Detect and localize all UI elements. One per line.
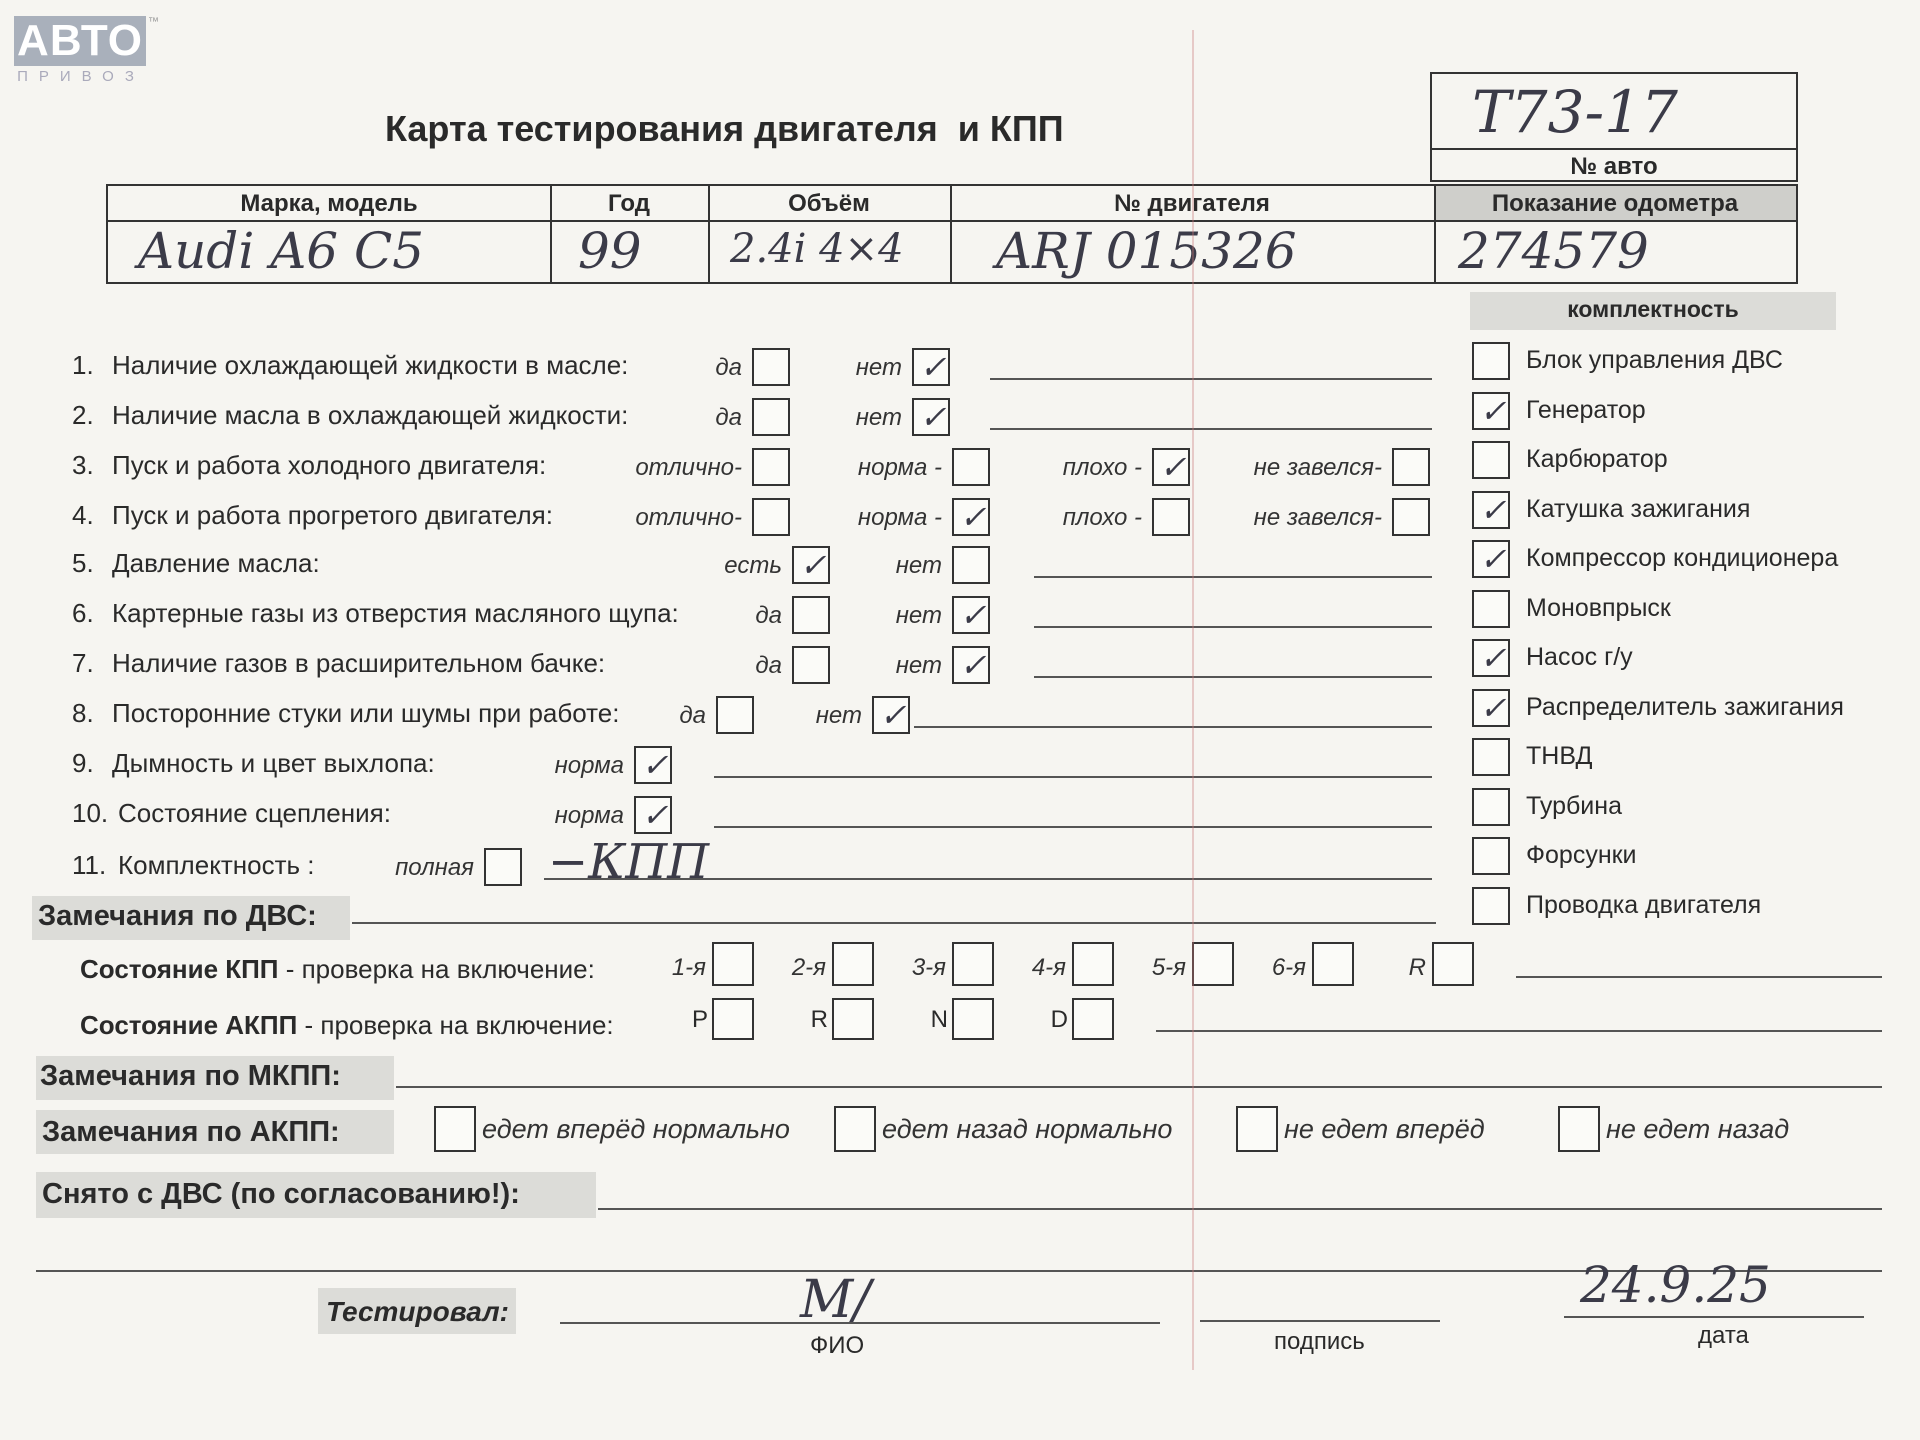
option-checkbox[interactable] [752,348,790,386]
akpp-remark-checkbox[interactable] [1236,1106,1278,1152]
completeness-item-label: Турбина [1526,791,1622,820]
option-checkbox[interactable] [634,796,672,834]
remarks-dvs-line [352,922,1436,924]
item-number: 10. [72,798,109,828]
option-checkbox[interactable] [952,498,990,536]
check-mark: ✓ [879,696,907,734]
item-text: Наличие масла в охлаждающей жидкости: [112,400,629,430]
option-label: нет [895,602,942,629]
akpp-gear-checkbox[interactable] [1072,998,1114,1040]
akpp-remark-label: не едет вперёд [1284,1114,1485,1144]
page-title: Карта тестирования двигателя и КПП [385,108,1064,149]
item-text: Картерные газы из отверстия масляного щупа: [112,598,679,628]
header-odometer-label: Показание одометра [1491,190,1739,217]
completeness-item-label: Карбюратор [1526,445,1668,473]
akpp-gear-label: N [930,1006,948,1033]
completeness-checkbox[interactable] [1472,639,1510,677]
completeness-checkbox[interactable] [1472,837,1510,875]
kpp-gear-checkbox[interactable] [832,942,874,986]
kpp-gear-label: 1-я [671,954,706,981]
option-checkbox[interactable] [1392,448,1430,486]
completeness-item-label: Форсунки [1526,841,1637,869]
option-label: нет [895,652,942,679]
scan-artifact-line [1192,30,1194,1370]
tester-label: Тестировал: [326,1296,509,1327]
completeness-checkbox[interactable] [1472,738,1510,776]
kpp-gear-label: 5-я [1151,954,1186,981]
option-label: нет [855,354,902,381]
item-number: 3. [72,450,94,480]
option-label: норма - [857,454,942,481]
option-label: отлично- [635,504,742,531]
akpp-label [80,1010,614,1041]
remarks-mkpp-line [396,1086,1882,1088]
item-text: Состояние сцепления: [118,798,391,828]
option-checkbox[interactable] [1152,448,1190,486]
kpp-gear-checkbox[interactable] [1192,942,1234,986]
item-number: 11. [72,850,107,880]
logo-text: АВТО [14,16,146,66]
option-label: плохо - [1062,504,1142,531]
fio-line [560,1322,1160,1324]
option-label: не завелся- [1253,454,1382,481]
option-label: не завелся- [1253,504,1382,531]
completeness-item-label: ТНВД [1526,742,1593,770]
brand-model-value: Audi A6 C5 [138,222,425,280]
car-number-value: Т73-17 [1472,78,1678,146]
option-label: норма [554,802,624,829]
option-checkbox[interactable] [872,696,910,734]
akpp-remark-label: едет назад нормально [882,1114,1173,1144]
header-brand-label: Марка, модель [240,190,418,217]
remarks-dvs-label: Замечания по ДВС: [38,900,317,932]
kpp-gear-label: 2-я [791,954,826,981]
option-label: нет [855,404,902,431]
engine-number-value: ARJ 015326 [996,222,1297,280]
kpp-gear-checkbox[interactable] [712,942,754,986]
logo-tm: ™ [148,16,159,28]
completeness-checkbox[interactable] [1472,887,1510,925]
check-mark: ✓ [1479,688,1507,727]
kpp-gear-label: 4-я [1031,954,1066,981]
akpp-remark-checkbox[interactable] [1558,1106,1600,1152]
check-mark: ✓ [1479,391,1507,430]
option-checkbox[interactable] [752,498,790,536]
check-mark: ✓ [959,596,987,634]
option-checkbox[interactable] [952,596,990,634]
header-volume-label: Объём [788,190,870,217]
akpp-gear-label: P [691,1006,708,1033]
option-checkbox[interactable] [1392,498,1430,536]
kpp-label-rest: - проверка на включение: [278,954,595,984]
option-label: нет [815,702,862,729]
kpp-gear-label: 6-я [1271,954,1306,981]
akpp-remark-checkbox[interactable] [434,1106,476,1152]
option-checkbox[interactable] [634,746,672,784]
completeness-checkbox[interactable] [1472,342,1510,380]
completeness-item-label: Компрессор кондиционера [1526,544,1839,572]
akpp-label-bold: Состояние АКПП [80,1010,298,1040]
completeness-title: комплектность [1567,296,1739,322]
fio-caption: ФИО [810,1332,865,1359]
remarks-akpp-label: Замечания по АКПП: [42,1116,340,1148]
check-mark: ✓ [959,498,987,536]
kpp-gear-label: 3-я [911,954,946,981]
completeness-item-label: Генератор [1526,395,1646,424]
option-checkbox[interactable] [752,448,790,486]
odometer-value: 274579 [1458,222,1649,280]
sign-line [1200,1320,1440,1322]
option-label: да [715,354,742,381]
item-text: Пуск и работа прогретого двигателя: [112,500,553,530]
check-mark: ✓ [959,646,987,684]
option-checkbox[interactable] [912,398,950,436]
item-remark-line [1034,676,1432,678]
check-mark: ✓ [1479,639,1507,677]
kpp-line [1516,976,1882,978]
option-label: есть [724,552,782,579]
car-number-box [1430,72,1798,182]
item-remark-line [990,428,1432,430]
check-mark: ✓ [641,746,669,784]
check-mark: ✓ [799,546,827,584]
option-checkbox[interactable] [952,448,990,486]
car-number-label: № авто [1570,153,1658,180]
kpp-label [80,954,595,985]
item-text: Посторонние стуки или шумы при работе: [112,698,620,728]
check-mark: ✓ [1479,540,1507,578]
completeness-checkbox[interactable] [1472,590,1510,628]
akpp-remark-checkbox[interactable] [834,1106,876,1152]
option-label: нет [895,552,942,579]
check-mark: ✓ [641,796,669,834]
kpp-gear-checkbox[interactable] [1432,942,1474,986]
sign-caption: подпись [1274,1328,1365,1355]
akpp-gear-checkbox[interactable] [832,998,874,1040]
akpp-gear-label: D [1050,1006,1068,1033]
item-number: 5. [72,548,94,578]
completeness-checkbox[interactable] [1472,392,1510,430]
volume-value: 2.4i 4×4 [730,226,904,272]
completeness-item-label: Блок управления ДВС [1526,346,1783,374]
item-number: 7. [72,648,94,678]
akpp-line [1156,1030,1882,1032]
check-mark: ✓ [1159,448,1187,486]
date-caption: дата [1698,1322,1749,1349]
check-mark: ✓ [919,398,947,436]
akpp-gear-checkbox[interactable] [952,998,994,1040]
option-checkbox[interactable] [792,546,830,584]
option-label: да [715,404,742,431]
option-label: плохо - [1062,454,1142,481]
completeness-checkbox[interactable] [1472,689,1510,727]
item-text: Пуск и работа холодного двигателя: [112,450,547,480]
remarks-mkpp-label: Замечания по МКПП: [40,1060,341,1092]
year-value: 99 [578,222,642,280]
item-text: Комплектность : [118,850,315,880]
option-checkbox[interactable] [484,848,522,886]
akpp-gear-label: R [810,1006,828,1033]
option-checkbox[interactable] [912,348,950,386]
option-label: полная [395,854,474,881]
option-checkbox[interactable] [1152,498,1190,536]
completeness-checkbox[interactable] [1472,540,1510,578]
logo [14,16,159,86]
akpp-gear-checkbox[interactable] [712,998,754,1040]
item-remark-line [714,776,1432,778]
item-remark-line [1034,626,1432,628]
logo-subtext: ПРИВОЗ [17,68,145,85]
item-remark-line [914,726,1432,728]
item-text: Давление масла: [112,548,320,578]
completeness-item-label: Катушка зажигания [1526,494,1751,523]
header-table [106,184,1798,284]
completeness-checkbox[interactable] [1472,491,1510,529]
option-label: отлично- [635,454,742,481]
completeness-item-label: Моновпрыск [1526,593,1671,622]
option-label: норма [554,752,624,779]
removed-label: Снято с ДВС (по согласованию!): [42,1178,520,1210]
item-number: 9. [72,748,94,778]
option-label: да [679,702,706,729]
option-label: да [755,652,782,679]
item-remark-line [714,826,1432,828]
header-engine-no-label: № двигателя [1114,190,1270,217]
item-note: −КПП [548,834,710,890]
item-number: 1. [72,350,94,380]
option-label: норма - [857,504,942,531]
item-text: Наличие газов в расширительном бачке: [112,648,606,678]
completeness-checkbox[interactable] [1472,788,1510,826]
removed-line-1 [598,1208,1882,1210]
item-text: Дымность и цвет выхлопа: [112,748,435,778]
kpp-label-bold: Состояние КПП [80,954,279,984]
car-number-label-cell [1432,148,1796,184]
item-number: 8. [72,698,94,728]
option-checkbox[interactable] [752,398,790,436]
item-remark-line [1034,576,1432,578]
item-number: 4. [72,500,94,530]
option-checkbox[interactable] [952,546,990,584]
item-number: 6. [72,598,94,628]
option-checkbox[interactable] [792,596,830,634]
fio-value: М/ [800,1270,871,1330]
date-value: 24.9.25 [1580,1256,1771,1314]
kpp-gear-checkbox[interactable] [952,942,994,986]
completeness-item-label: Распределитель зажигания [1526,692,1844,721]
option-label: да [755,602,782,629]
item-remark-line [990,378,1432,380]
date-line [1564,1316,1864,1318]
completeness-checkbox[interactable] [1472,441,1510,479]
completeness-item-label: Проводка двигателя [1526,890,1762,919]
header-year-label: Год [608,190,650,217]
akpp-remark-label: не едет назад [1606,1114,1790,1144]
item-text: Наличие охлаждающей жидкости в масле: [112,350,629,380]
completeness-item-label: Насос г/у [1526,643,1633,671]
akpp-label-rest: - проверка на включение: [297,1010,614,1040]
option-checkbox[interactable] [716,696,754,734]
kpp-gear-checkbox[interactable] [1312,942,1354,986]
option-checkbox[interactable] [792,646,830,684]
kpp-gear-checkbox[interactable] [1072,942,1114,986]
item-number: 2. [72,400,94,430]
check-mark: ✓ [919,348,947,386]
option-checkbox[interactable] [952,646,990,684]
check-mark: ✓ [1479,490,1507,529]
akpp-remark-label: едет вперёд нормально [482,1114,790,1144]
kpp-gear-label: R [1408,954,1426,981]
